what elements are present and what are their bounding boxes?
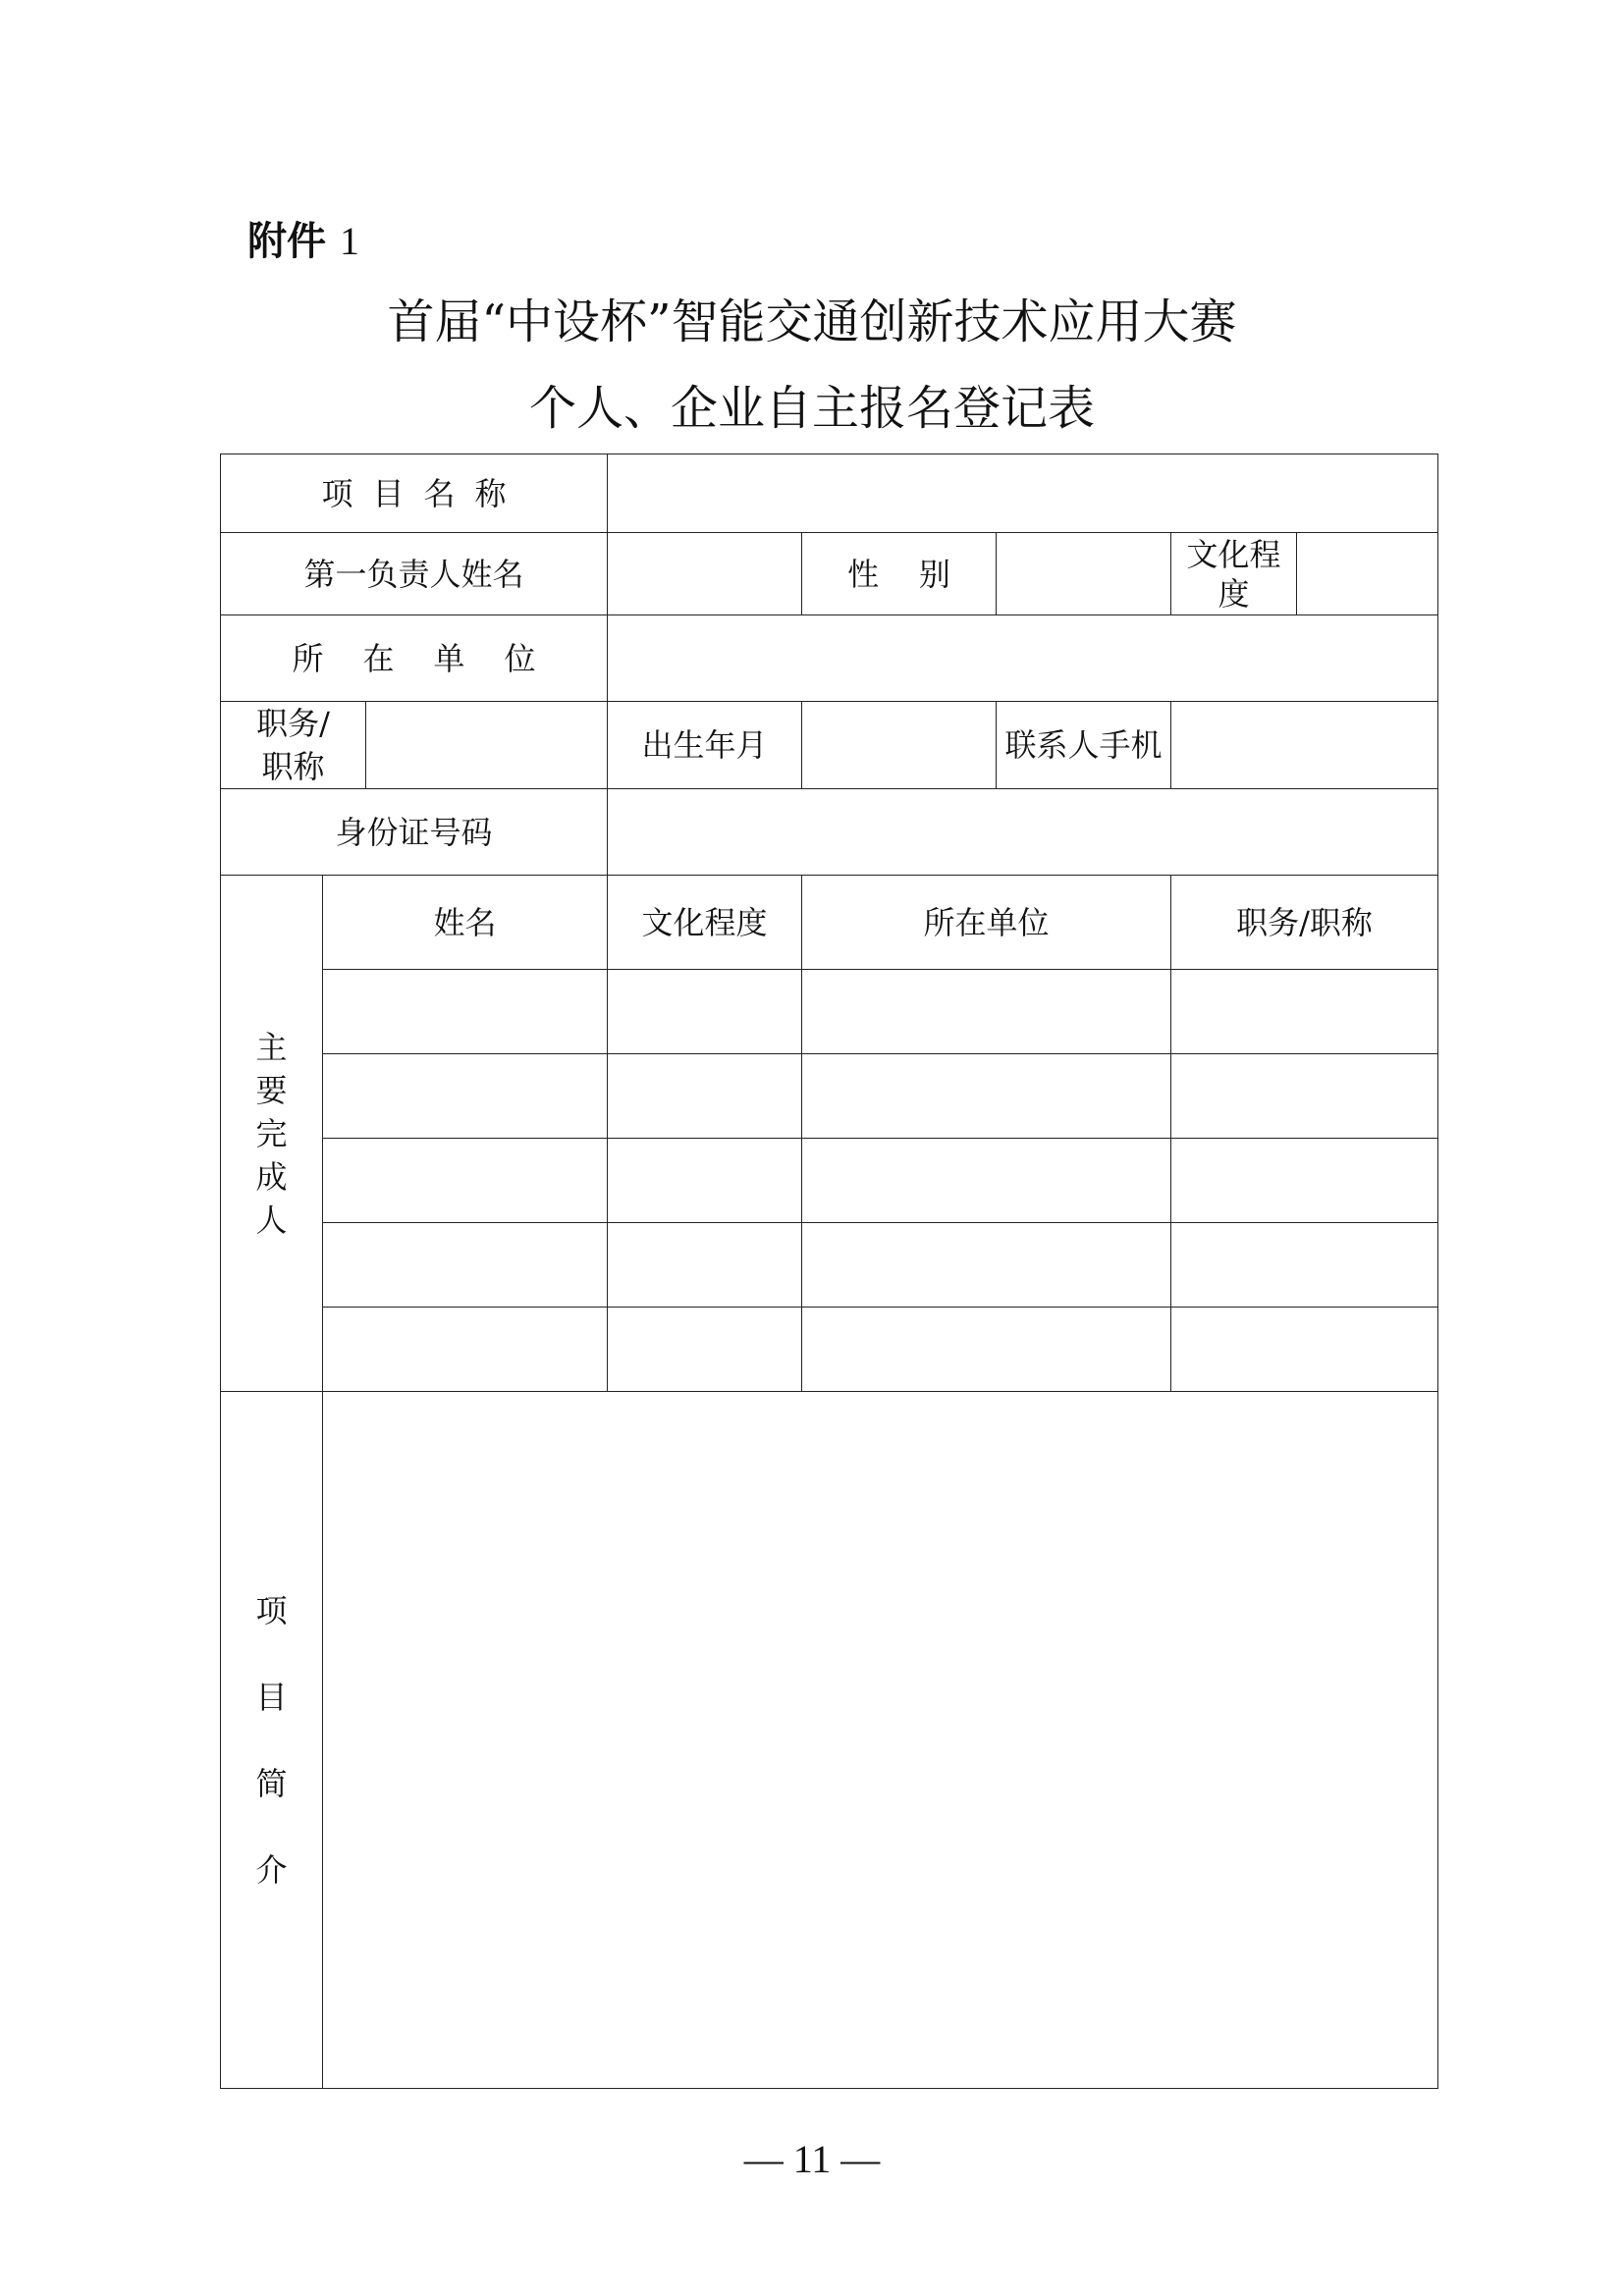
row-project-summary <box>221 1392 1438 2089</box>
member-row <box>221 1308 1438 1392</box>
member-name-cell[interactable] <box>323 1308 608 1392</box>
row-id-number <box>221 789 1438 876</box>
member-name-cell[interactable] <box>323 1139 608 1223</box>
lead-name-label: 第一负责人姓名 <box>221 533 608 615</box>
member-row <box>221 1223 1438 1308</box>
registration-form-table <box>220 454 1438 2089</box>
position-label: 职务/职称 <box>221 702 366 789</box>
member-education-cell[interactable] <box>608 1223 802 1308</box>
gender-label: 性 别 <box>802 533 997 615</box>
lead-name-field[interactable] <box>608 533 802 615</box>
row-position-birth-phone <box>221 702 1438 789</box>
row-organization <box>221 615 1438 702</box>
id-number-field[interactable] <box>608 789 1438 876</box>
member-position-cell[interactable] <box>1171 1223 1438 1308</box>
id-number-label: 身份证号码 <box>221 789 608 876</box>
members-header-organization: 所在单位 <box>802 876 1171 970</box>
member-education-cell[interactable] <box>608 1139 802 1223</box>
member-name-cell[interactable] <box>323 1223 608 1308</box>
birth-label: 出生年月 <box>608 702 802 789</box>
birth-field[interactable] <box>802 702 997 789</box>
members-header-position: 职务/职称 <box>1171 876 1438 970</box>
row-lead-info <box>221 533 1438 615</box>
position-field[interactable] <box>366 702 608 789</box>
project-summary-label: 项目简介 <box>221 1392 323 2089</box>
education-label: 文化程度 <box>1171 533 1297 615</box>
attachment-label-text: 附件 <box>247 218 326 264</box>
member-organization-cell[interactable] <box>802 1223 1171 1308</box>
members-header-name: 姓名 <box>323 876 608 970</box>
gender-field[interactable] <box>997 533 1171 615</box>
member-position-cell[interactable] <box>1171 1054 1438 1139</box>
member-organization-cell[interactable] <box>802 1139 1171 1223</box>
member-name-cell[interactable] <box>323 1054 608 1139</box>
member-organization-cell[interactable] <box>802 970 1171 1054</box>
member-position-cell[interactable] <box>1171 1139 1438 1223</box>
form-title-line2: 个人、企业自主报名登记表 <box>528 381 1095 436</box>
row-members-header <box>221 876 1438 970</box>
form-title-line1: 首届“中设杯”智能交通创新技术应用大赛 <box>387 294 1237 349</box>
organization-label: 所在单位 <box>221 615 608 702</box>
member-row <box>221 1139 1438 1223</box>
member-position-cell[interactable] <box>1171 970 1438 1054</box>
member-row <box>221 970 1438 1054</box>
member-organization-cell[interactable] <box>802 1308 1171 1392</box>
project-summary-field[interactable] <box>323 1392 1438 2089</box>
education-field[interactable] <box>1297 533 1438 615</box>
project-name-field[interactable] <box>608 454 1438 533</box>
member-organization-cell[interactable] <box>802 1054 1171 1139</box>
member-position-cell[interactable] <box>1171 1308 1438 1392</box>
member-name-cell[interactable] <box>323 970 608 1054</box>
project-name-label: 项目名称 <box>221 454 608 533</box>
page-number: — 11 — <box>743 2137 881 2181</box>
contact-phone-field[interactable] <box>1171 702 1438 789</box>
row-project-name <box>221 454 1438 533</box>
members-header-education: 文化程度 <box>608 876 802 970</box>
member-education-cell[interactable] <box>608 1054 802 1139</box>
organization-field[interactable] <box>608 615 1438 702</box>
member-row <box>221 1054 1438 1139</box>
members-section-label: 主要完成人 <box>221 876 323 1392</box>
attachment-label <box>247 214 359 269</box>
member-education-cell[interactable] <box>608 970 802 1054</box>
member-education-cell[interactable] <box>608 1308 802 1392</box>
contact-phone-label: 联系人手机 <box>997 702 1171 789</box>
attachment-number: 1 <box>339 219 359 263</box>
